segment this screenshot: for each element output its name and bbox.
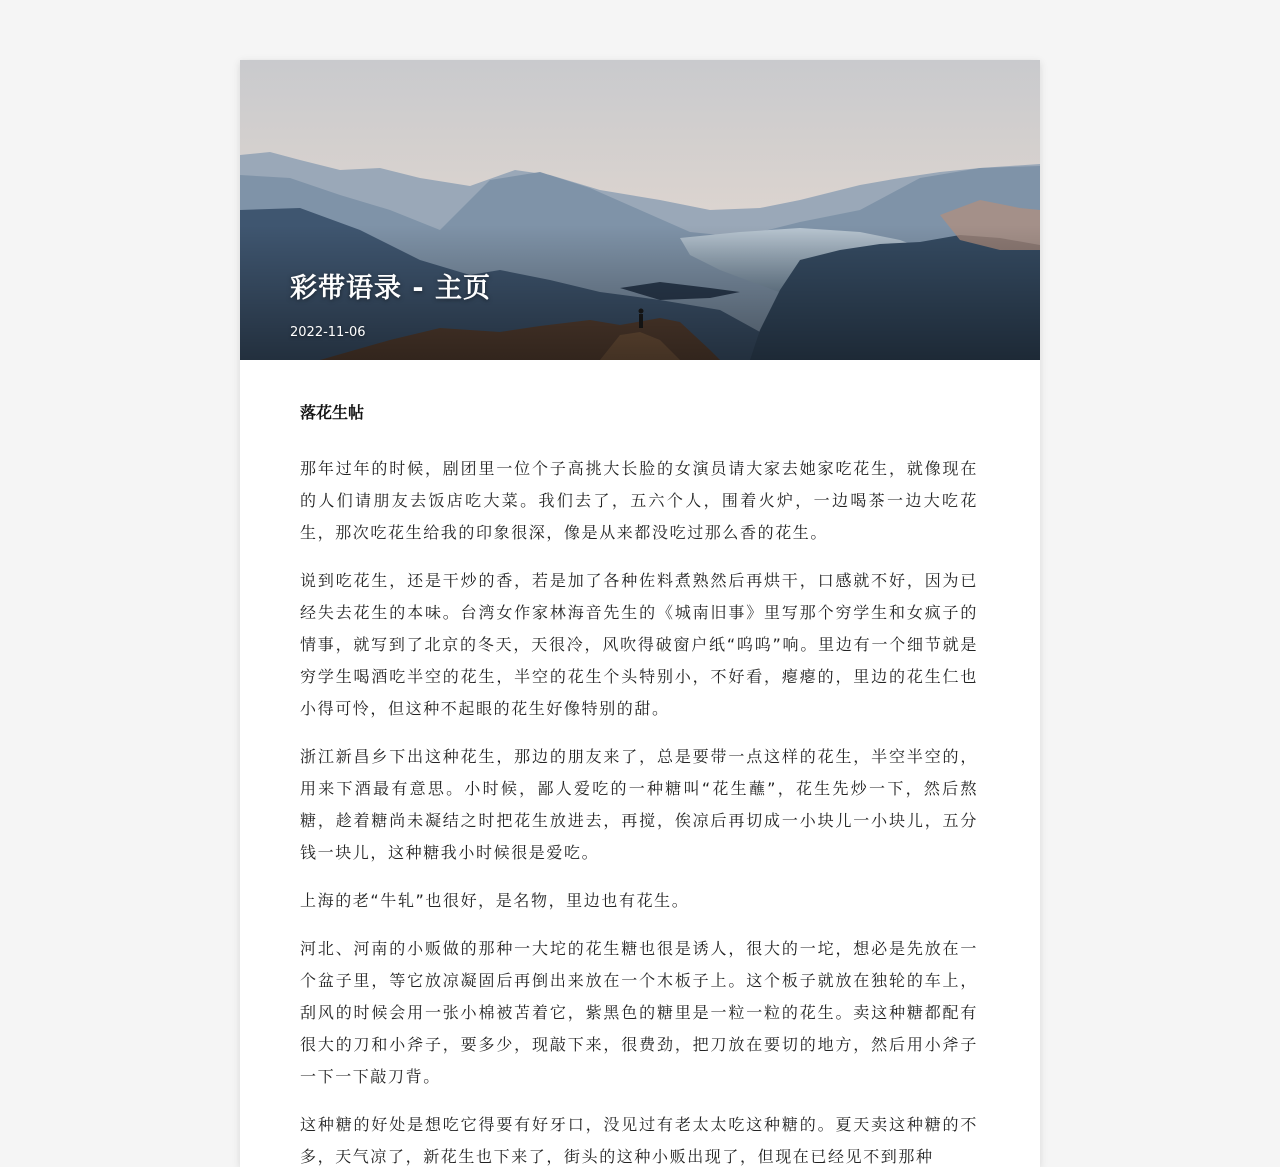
post-date: 2022-11-06 [290, 325, 366, 340]
paragraph: 河北、河南的小贩做的那种一大坨的花生糖也很是诱人，很大的一坨，想必是先放在一个盆子里，等它放凉凝固后再倒出来放在一个木板子上。这个板子就放在独轮的车上，刮风的时候会用一张小棉被苫着它，紫黑色的糖里是一粒一粒的花生。卖这种糖都配有很大的刀和小斧子，要多少，现敲下来，很费劲，把刀放在要切的地方，然后用小斧子一下一下敲刀背。 [300, 939, 978, 1086]
paragraph: 这种糖的好处是想吃它得要有好牙口，没见过有老太太吃这种糖的。夏天卖这种糖的不多，天气凉了，新花生也下来了，街头的这种小贩出现了，但现在已经见不到那种 [300, 1115, 978, 1166]
paragraph: 浙江新昌乡下出这种花生，那边的朋友来了，总是要带一点这样的花生，半空半空的，用来下酒最有意思。小时候，鄙人爱吃的一种糖叫“花生蘸”，花生先炒一下，然后熬糖，趁着糖尚未凝结之时把花生放进去，再搅，俟凉后再切成一小块儿一小块儿，五分钱一块儿，这种糖我小时候很是爱吃。 [300, 747, 978, 862]
landscape-image [240, 60, 1040, 360]
page-title: 彩带语录 - 主页 [290, 273, 492, 304]
paragraph: 说到吃花生，还是干炒的香，若是加了各种佐料煮熟然后再烘干，口感就不好，因为已经失去花生的本味。台湾女作家林海音先生的《城南旧事》里写那个穷学生和女疯子的情事，就写到了北京的冬天，天很冷，风吹得破窗户纸“呜呜”响。里边有一个细节就是穷学生喝酒吃半空的花生，半空的花生个头特别小，不好看，瘪瘪的，里边的花生仁也小得可怜，但这种不起眼的花生好像特别的甜。 [300, 571, 978, 718]
paragraph: 上海的老“牛轧”也很好，是名物，里边也有花生。 [300, 891, 690, 910]
post-heading: 落花生帖 [300, 403, 365, 422]
post-content [240, 360, 1040, 1167]
post-hero [240, 60, 1040, 360]
post-card [240, 60, 1040, 1167]
paragraph: 那年过年的时候，剧团里一位个子高挑大长脸的女演员请大家去她家吃花生，就像现在的人们请朋友去饭店吃大菜。我们去了，五六个人，围着火炉，一边喝茶一边大吃花生，那次吃花生给我的印象很深，像是从来都没吃过那么香的花生。 [300, 459, 978, 542]
